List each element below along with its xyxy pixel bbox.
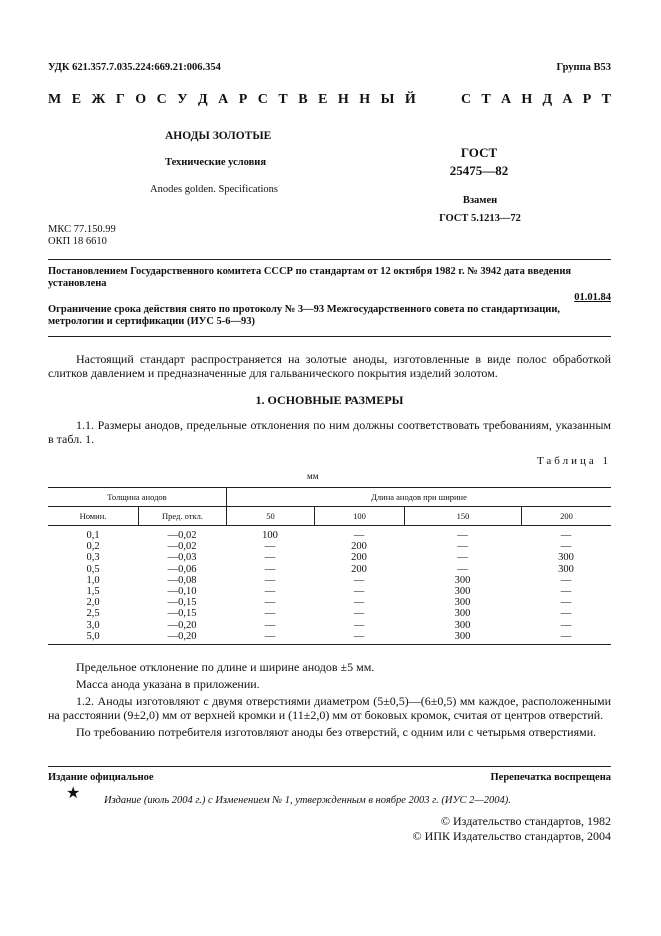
header-width-100: 100: [314, 507, 404, 525]
cell-width-200: —: [560, 619, 572, 631]
cell-width-50: —: [264, 563, 276, 575]
reprint-forbidden-label: Перепечатка воспрещена: [490, 772, 611, 783]
cell-width-100: 200: [351, 552, 367, 564]
heading-letter: С: [257, 92, 268, 107]
cell-width-100: —: [353, 630, 365, 642]
cell-nominal: 0,1: [86, 530, 100, 541]
limit-removal-text: Ограничение срока действия снято по протоколу № 3—93 Межгосударственного совета по стандартизации, метрологии и сертификации (ИУС 5-6—93): [48, 304, 561, 327]
heading-letter: М: [48, 92, 62, 107]
cell-nominal: 2,0: [86, 597, 100, 609]
heading-letter: Н: [521, 92, 533, 107]
cell-deviation: —0,20: [167, 630, 197, 642]
cell-width-150: —: [457, 530, 468, 541]
document-title: АНОДЫ ЗОЛОТЫЕ: [165, 130, 272, 142]
okp-code: ОКП 18 6610: [48, 236, 107, 247]
document-subtitle: Технические условия: [165, 157, 267, 168]
cell-deviation: —0,20: [167, 619, 197, 631]
decree-text: Постановлением Государственного комитета СССР по стандартам от 12 октября 1982 г. № 3942 дата введения установлена: [48, 266, 572, 289]
table-row: [48, 620, 611, 631]
cell-nominal: 2,5: [86, 608, 100, 620]
cell-width-50: —: [264, 608, 276, 620]
cell-width-100: 200: [351, 541, 367, 553]
cell-width-50: —: [264, 552, 276, 564]
cell-width-50: 100: [262, 530, 278, 541]
table-row: [48, 530, 611, 541]
replaces-block: [420, 192, 540, 228]
cell-width-200: —: [560, 597, 572, 609]
paragraph-mass: Масса анода указана в приложении.: [76, 677, 260, 691]
heading-letter: Ж: [91, 92, 106, 107]
cell-deviation: —0,03: [167, 552, 197, 564]
heading-letter: Д: [198, 92, 208, 107]
paragraph-1-1: 1.1. Размеры анодов, предельные отклонения по ним должны соответствовать требованиям, указанным в табл. 1.: [48, 418, 611, 446]
table-row: [48, 631, 611, 642]
cell-width-200: 300: [558, 563, 574, 575]
heading-letter: Н: [359, 92, 371, 107]
mks-code: МКС 77.150.99: [48, 224, 116, 235]
cell-nominal: 0,3: [86, 552, 100, 564]
table-row: [48, 541, 611, 552]
heading-letter: Е: [71, 92, 82, 107]
cell-width-150: 300: [454, 574, 471, 586]
paragraph-requirement: По требованию потребителя изготовляют аноды без отверстий, с одним или с четырьмя отверстиями.: [76, 725, 597, 739]
official-edition-label: Издание официальное: [48, 772, 154, 783]
cell-width-50: —: [264, 574, 276, 586]
cell-width-150: —: [457, 563, 468, 575]
cell-deviation: —0,08: [167, 574, 197, 586]
heading-letter: Д: [542, 92, 553, 107]
cell-width-100: —: [353, 530, 365, 541]
heading-letter: Т: [481, 92, 491, 107]
cell-width-150: 300: [454, 585, 471, 597]
header-nominal: Номин.: [79, 511, 107, 521]
heading-letter: Ы: [380, 92, 395, 107]
cell-width-150: 300: [454, 608, 471, 620]
cell-width-200: —: [560, 574, 572, 586]
table-body: [48, 526, 611, 644]
udk-code: УДК 621.357.7.035.224:669.21:006.354: [48, 62, 221, 73]
section-heading: 1. ОСНОВНЫЕ РАЗМЕРЫ: [255, 393, 404, 407]
cell-width-150: —: [457, 541, 468, 553]
intro-paragraph: Настоящий стандарт распространяется на золотые аноды, изготовленные в виде полос обработкой слитков давлением и предназначенные для гальванического покрытия изделий золотом.: [48, 352, 611, 380]
heading-letter: Р: [582, 92, 592, 107]
header-deviation: Пред. откл.: [138, 507, 226, 525]
interstate-standard-heading: [48, 92, 611, 108]
divider-footer: [48, 766, 611, 767]
cell-width-100: —: [353, 585, 365, 597]
cell-deviation: —0,10: [167, 585, 197, 597]
dimensions-table: [48, 487, 611, 645]
cell-width-50: —: [264, 597, 276, 609]
heading-letter: С: [156, 92, 167, 107]
standard-word: [461, 92, 611, 108]
header-thickness: Толщина анодов: [107, 492, 167, 502]
cell-deviation: —0,06: [167, 563, 197, 575]
cell-nominal: 0,2: [86, 541, 100, 553]
heading-letter: А: [500, 92, 512, 107]
cell-width-200: 300: [558, 552, 574, 564]
gost-number: [444, 144, 514, 180]
heading-letter: Й: [404, 92, 416, 107]
heading-letter: С: [461, 92, 472, 107]
header-width-200: 200: [521, 507, 611, 525]
cell-width-150: —: [457, 552, 468, 564]
cell-width-200: —: [560, 541, 572, 553]
copyright-2004: © ИПК Издательство стандартов, 2004: [412, 829, 611, 843]
cell-width-50: —: [264, 541, 276, 553]
table-caption: Таблица 1: [536, 455, 611, 467]
heading-letter: Е: [318, 92, 328, 107]
cell-deviation: —0,15: [167, 608, 197, 620]
heading-letter: Т: [278, 92, 288, 107]
heading-letter: Т: [601, 92, 611, 107]
header-length: Длина анодов при ширине: [226, 488, 611, 506]
edition-note: Издание (июль 2004 г.) с Изменением № 1, утвержденным в ноябре 2003 г. (ИУС 2—2004).: [104, 795, 511, 806]
table-row: [48, 564, 611, 575]
cell-width-200: —: [560, 530, 572, 541]
heading-letter: Н: [337, 92, 349, 107]
paragraph-1-2: 1.2. Аноды изготовляют с двумя отверстиями диаметром (5±0,5)—(6±0,5) мм каждое, расположенными на расстоянии (9±2,0) мм от верхней кромки и (11±2,0) мм от боковых кромок, считая от центров отверстий.: [48, 694, 611, 722]
replaces-label: Взамен: [462, 195, 498, 206]
cell-width-200: —: [560, 608, 572, 620]
interstate-word: [48, 92, 416, 108]
cell-deviation: —0,15: [167, 597, 197, 609]
table-row: [48, 597, 611, 608]
copyright-1982: © Издательство стандартов, 1982: [440, 814, 611, 828]
cell-width-50: —: [264, 585, 276, 597]
heading-letter: В: [298, 92, 308, 107]
cell-width-50: —: [264, 630, 276, 642]
cell-width-100: —: [353, 574, 365, 586]
cell-deviation: —0,02: [167, 530, 197, 541]
cell-width-200: —: [560, 630, 572, 642]
classification-codes: [48, 224, 116, 248]
heading-letter: А: [218, 92, 229, 107]
cell-width-150: 300: [454, 619, 471, 631]
table-row: [48, 608, 611, 619]
cell-nominal: 0,5: [86, 563, 100, 575]
cell-nominal: 1,5: [86, 585, 100, 597]
divider-top: [48, 259, 611, 260]
star-icon: ★: [66, 785, 81, 802]
heading-letter: Г: [115, 92, 125, 107]
cell-width-150: 300: [454, 597, 471, 609]
introduction-date: 01.01.84: [574, 292, 611, 303]
table-row: [48, 552, 611, 563]
table-units: мм: [307, 471, 319, 481]
cell-nominal: 5,0: [86, 630, 100, 642]
heading-letter: А: [562, 92, 573, 107]
cell-nominal: 1,0: [86, 574, 100, 586]
heading-letter: Р: [238, 92, 248, 107]
cell-width-100: —: [353, 619, 365, 631]
cell-width-100: 200: [351, 563, 367, 575]
cell-width-200: —: [560, 585, 572, 597]
header-width-50: 50: [226, 507, 314, 525]
cell-deviation: —0,02: [167, 541, 197, 553]
replaced-standard: ГОСТ 5.1213—72: [439, 213, 521, 224]
cell-width-50: —: [264, 619, 276, 631]
gost-label: ГОСТ: [460, 145, 498, 160]
table-row: [48, 586, 611, 597]
paragraph-deviation: Предельное отклонение по длине и ширине анодов ±5 мм.: [76, 660, 375, 674]
table-row: [48, 575, 611, 586]
header-width-150: 150: [404, 507, 521, 525]
divider-decree: [48, 336, 611, 337]
heading-letter: О: [135, 92, 147, 107]
cell-width-100: —: [353, 597, 365, 609]
cell-nominal: 3,0: [86, 619, 100, 631]
gost-code: 25475—82: [449, 163, 509, 178]
english-title: Anodes golden. Specifications: [150, 184, 279, 195]
cell-width-100: —: [353, 608, 365, 620]
group-code: Группа В53: [556, 62, 611, 73]
heading-letter: У: [177, 92, 188, 107]
after-table-text: [48, 660, 611, 742]
cell-width-150: 300: [454, 630, 471, 642]
